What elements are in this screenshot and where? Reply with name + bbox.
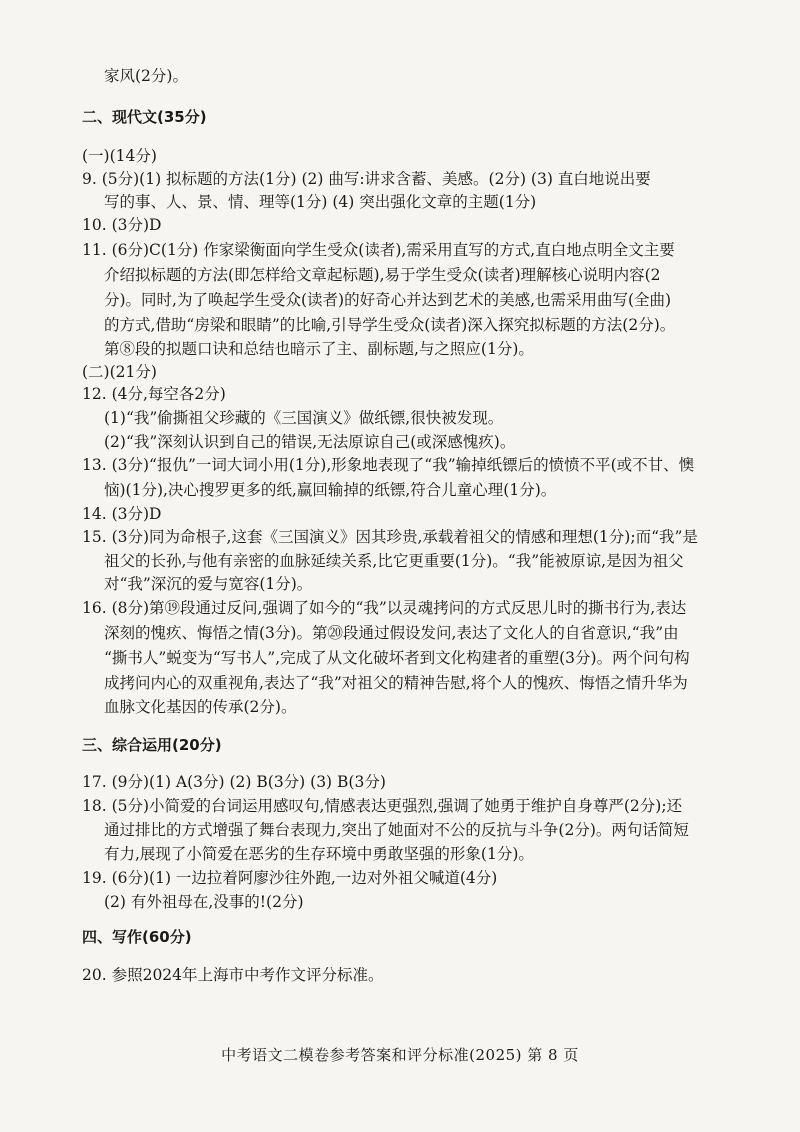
- text-line: 恼)(1分),决心搜罗更多的纸,赢回输掉的纸镖,符合儿童心理(1分)。: [104, 481, 557, 499]
- subsection-heading: (一)(14分): [82, 147, 157, 165]
- text-line: 有力,展现了小简爱在恶劣的生存环境中勇敢坚强的形象(1分)。: [104, 845, 534, 863]
- text-line: (2) 有外祖母在,没事的!(2分): [104, 893, 304, 911]
- section-heading: 四、写作(60分): [82, 928, 192, 946]
- text-line: 祖父的长孙,与他有亲密的血脉延续关系,比它更重要(1分)。“我”能被原谅,是因为祖父: [104, 552, 684, 570]
- text-line: 的方式,借助“房梁和眼睛”的比喻,引导学生受众(读者)深入探究拟标题的方法(2分)。: [104, 316, 676, 334]
- question-item: 12. (4分,每空各2分): [82, 385, 226, 403]
- question-item: 10. (3分)D: [82, 216, 162, 234]
- question-item: 19. (6分)(1) 一边拉着阿廖沙往外跑,一边对外祖父喊道(4分): [82, 869, 498, 887]
- text-line: 深刻的愧疚、悔悟之情(3分)。第⑳段通过假设发问,表达了文化人的自省意识,“我”由: [104, 624, 679, 642]
- text-line: 分)。同时,为了唤起学生受众(读者)的好奇心并达到艺术的美感,也需采用曲写(全曲): [104, 291, 672, 309]
- section-heading: 二、现代文(35分): [82, 108, 207, 126]
- text-line: “撕书人”蜕变为“写书人”,完成了从文化破坏者到文化构建者的重塑(3分)。两个问句构: [104, 649, 690, 667]
- text-line: 介绍拟标题的方法(即怎样给文章起标题),易于学生受众(读者)理解核心说明内容(2: [104, 266, 661, 284]
- page-footer: 中考语文二模卷参考答案和评分标准(2025) 第 8 页: [221, 1046, 579, 1064]
- question-item: 17. (9分)(1) A(3分) (2) B(3分) (3) B(3分): [82, 773, 386, 791]
- section-heading: 三、综合运用(20分): [82, 736, 222, 754]
- text-line: 写的事、人、景、情、理等(1分) (4) 突出强化文章的主题(1分): [104, 193, 537, 211]
- question-item: 18. (5分)小简爱的台词运用感叹句,情感表达更强烈,强调了她勇于维护自身尊严(2分);还: [82, 797, 683, 815]
- question-item: 16. (8分)第⑲段通过反问,强调了如今的“我”以灵魂拷问的方式反思儿时的撕书行为,表达: [82, 599, 687, 617]
- question-item: 14. (3分)D: [82, 505, 162, 523]
- text-line: 通过排比的方式增强了舞台表现力,突出了她面对不公的反抗与斗争(2分)。两句话简短: [104, 821, 689, 839]
- question-item: 20. 参照2024年上海市中考作文评分标准。: [82, 966, 384, 984]
- text-line: 家风(2分)。: [104, 67, 188, 85]
- text-line: 成拷问内心的双重视角,表达了“我”对祖父的精神告慰,将个人的愧疚、悔悟之情升华为: [104, 674, 688, 692]
- question-item: 15. (3分)同为命根子,这套《三国演义》因其珍贵,承载着祖父的情感和理想(1分);而“我”是: [82, 528, 698, 546]
- question-item: 13. (3分)“报仇”一词大词小用(1分),形象地表现了“我”输掉纸镖后的愤愤不平(或不甘、懊: [82, 456, 695, 474]
- text-line: 血脉文化基因的传承(2分)。: [104, 698, 297, 716]
- text-line: (2)“我”深刻认识到自己的错误,无法原谅自己(或深感愧疚)。: [104, 433, 516, 451]
- subsection-heading: (二)(21分): [82, 363, 157, 381]
- text-line: 对“我”深沉的爱与宽容(1分)。: [104, 575, 313, 593]
- text-line: 第⑧段的拟题口诀和总结也暗示了主、副标题,与之照应(1分)。: [104, 340, 534, 358]
- text-line: (1)“我”偷撕祖父珍藏的《三国演义》做纸镖,很快被发现。: [104, 409, 504, 427]
- question-item: 9. (5分)(1) 拟标题的方法(1分) (2) 曲写:讲求含蓄、美感。(2分) (3) 直白地说出要: [82, 170, 651, 188]
- question-item: 11. (6分)C(1分) 作家梁衡面向学生受众(读者),需采用直写的方式,直白地点明全文主要: [82, 241, 675, 259]
